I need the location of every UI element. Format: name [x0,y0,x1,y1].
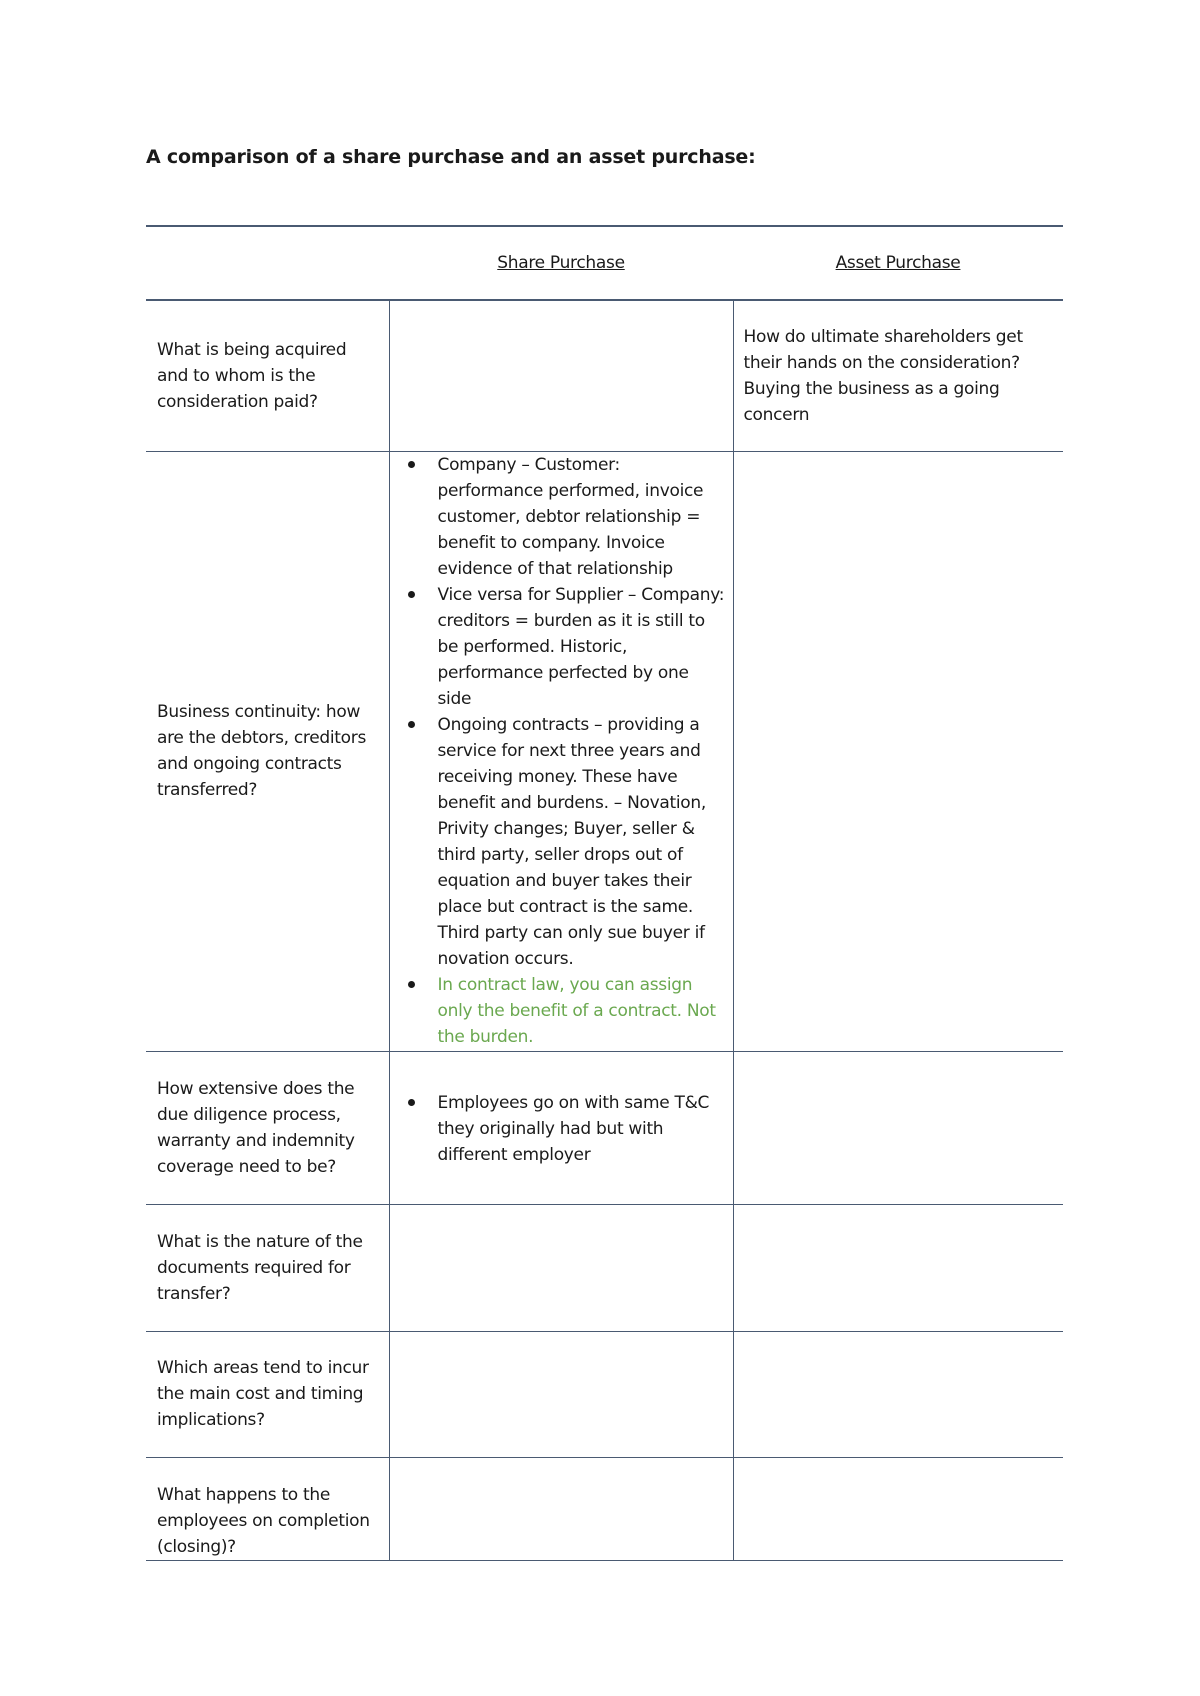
row-share-purchase-cell [389,451,733,1051]
table-row [146,1204,1063,1331]
bullet-text: Ongoing contracts – providing a service for next three years and receiving money. These have benefit and burdens. – Novation, Privity changes; Buyer, seller & third party, seller drops out of equation and buyer takes their place but contract is the same. Third party can only sue buyer if novation occurs. [437,715,706,969]
bullet-text: Vice versa for Supplier – Company: creditors = burden as it is still to be performed. Historic, performance perfected by one side [437,585,725,709]
row-question: How extensive does the due diligence process, warranty and indemnity coverage need to be? [146,1051,389,1204]
bullet-item [400,582,725,712]
row-share-purchase-cell [389,300,733,451]
bullet-item-highlighted [400,972,725,1050]
bullet-item [400,452,725,582]
bullet-icon [408,1099,415,1106]
row-question: What is the nature of the documents required for transfer? [146,1204,389,1331]
bullet-icon [408,721,415,728]
row-question: What happens to the employees on completion (closing)? [146,1457,389,1560]
table-row [146,1457,1063,1560]
share-purchase-bullet-list [400,452,725,1050]
bullet-item [400,1090,725,1168]
row-share-purchase-cell [389,1051,733,1204]
row-question: Which areas tend to incur the main cost and timing implications? [146,1331,389,1457]
header-share-purchase: Share Purchase [389,226,733,300]
bullet-icon [408,591,415,598]
row-asset-purchase-cell [733,1051,1063,1204]
header-asset-purchase: Asset Purchase [733,226,1063,300]
bullet-text: Employees go on with same T&C they originally had but with different employer [437,1092,710,1165]
table-row [146,1051,1063,1204]
bullet-text: In contract law, you can assign only the benefit of a contract. Not the burden. [437,975,716,1047]
row-share-purchase-cell [389,1204,733,1331]
bullet-text: Company – Customer: performance performed, invoice customer, debtor relationship = benefit to company. Invoice evidence of that relationship [437,455,704,579]
bullet-icon [408,461,415,468]
header-question [146,226,389,300]
row-asset-purchase-cell [733,1457,1063,1560]
row-asset-purchase-cell [733,451,1063,1051]
row-asset-purchase-cell [733,1204,1063,1331]
table-row [146,451,1063,1051]
comparison-table [146,225,1063,1561]
table-header-row [146,226,1063,300]
bullet-icon [408,981,415,988]
page-title: A comparison of a share purchase and an asset purchase: [146,146,756,168]
row-question: Business continuity: how are the debtors, creditors and ongoing contracts transferred? [146,451,389,1051]
row-asset-purchase-cell: How do ultimate shareholders get their hands on the consideration? Buying the business as a going concern [733,300,1063,451]
table-row [146,1331,1063,1457]
row-share-purchase-cell [389,1331,733,1457]
row-question: What is being acquired and to whom is the consideration paid? [146,300,389,451]
row-asset-purchase-cell [733,1331,1063,1457]
row-share-purchase-cell [389,1457,733,1560]
share-purchase-bullet-list [400,1090,725,1168]
bullet-item [400,712,725,972]
table-row [146,300,1063,451]
